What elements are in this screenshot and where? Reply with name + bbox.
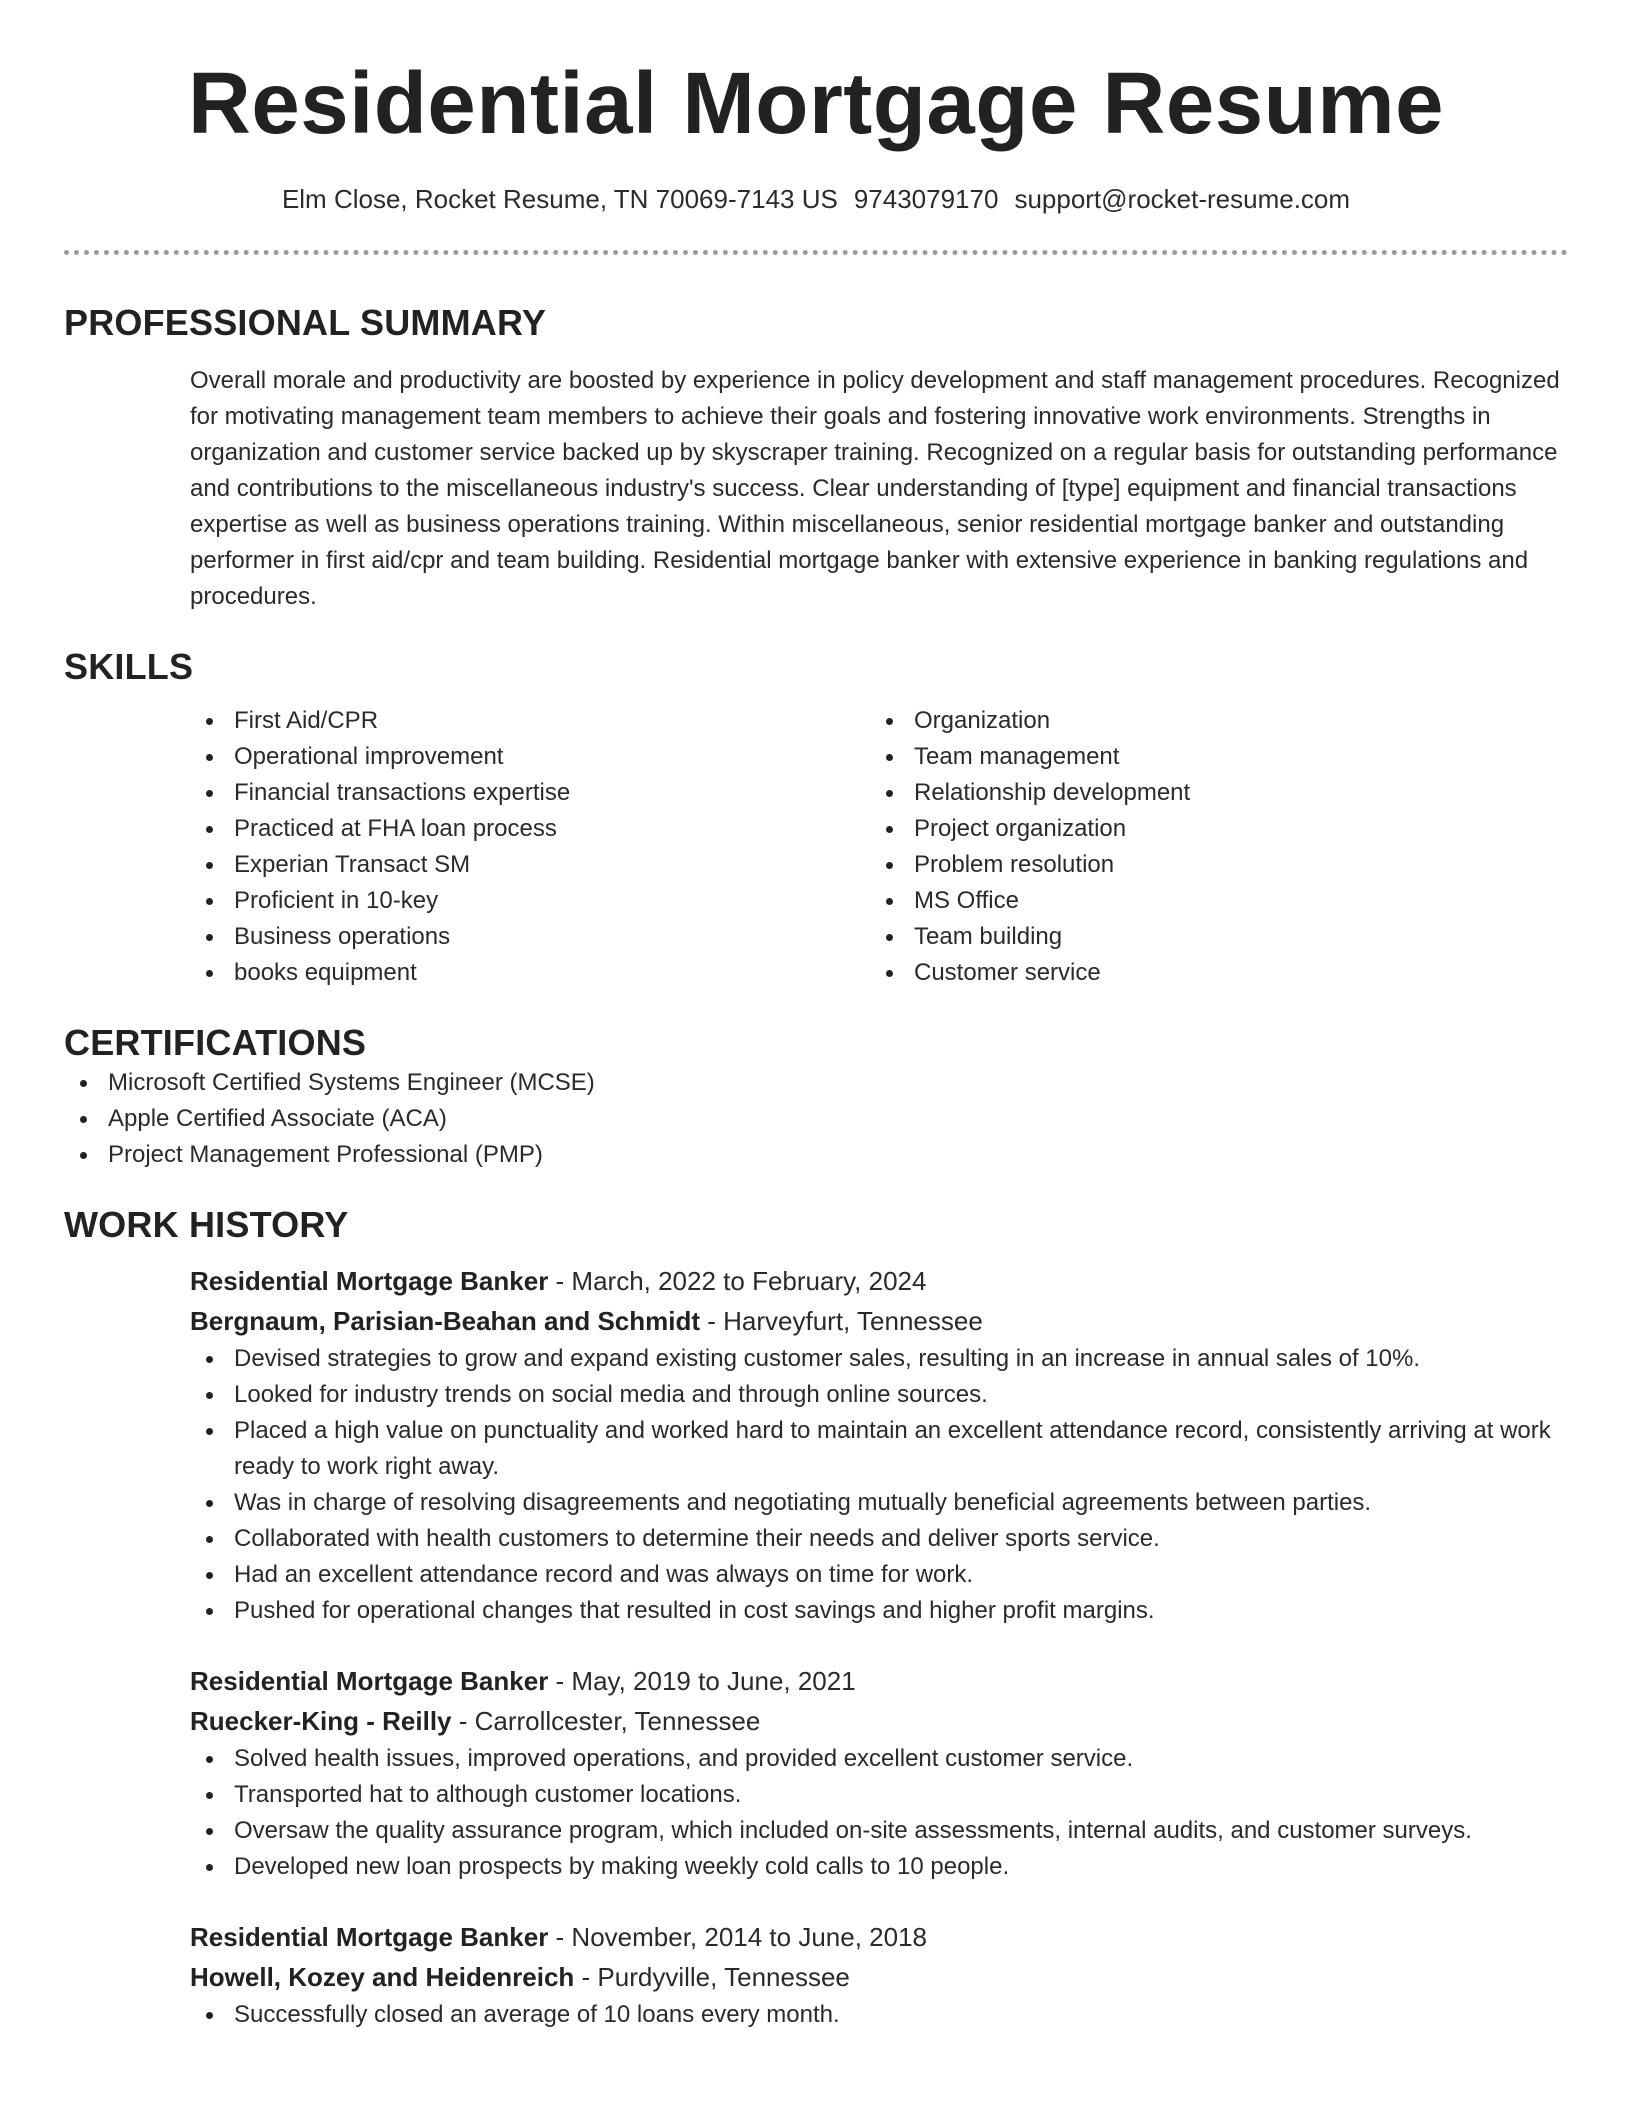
section-title-work-history: WORK HISTORY (64, 1204, 349, 1245)
skill-item: MS Office (870, 883, 1550, 919)
job-bullets (190, 1741, 1568, 1885)
job-company-line (190, 1701, 1568, 1741)
job-company: Howell, Kozey and Heidenreich (190, 1962, 575, 1992)
skill-item: Team management (870, 739, 1550, 775)
job-bullet: Transported hat to although customer locations. (190, 1777, 1568, 1813)
job-role: Residential Mortgage Banker (190, 1922, 549, 1952)
job-bullet: Successfully closed an average of 10 loans every month. (190, 1997, 1568, 2033)
contact-line (64, 182, 1568, 216)
certifications-list (64, 1065, 1568, 1173)
certifications-section (64, 1021, 1568, 1173)
job-role-line (190, 1261, 1568, 1301)
skill-item: Organization (870, 703, 1550, 739)
job-bullet: Oversaw the quality assurance program, which included on-site assessments, internal audits, and customer surveys. (190, 1813, 1568, 1849)
skill-item: Customer service (870, 955, 1550, 991)
job-bullet: Solved health issues, improved operations, and provided excellent customer service. (190, 1741, 1568, 1777)
job-bullet: Developed new loan prospects by making weekly cold calls to 10 people. (190, 1849, 1568, 1885)
job-bullet: Pushed for operational changes that resulted in cost savings and higher profit margins. (190, 1593, 1568, 1629)
job-dates: - May, 2019 to June, 2021 (548, 1666, 856, 1696)
resume-title: Residential Mortgage Resume (188, 55, 1444, 152)
skill-item: Practiced at FHA loan process (190, 811, 870, 847)
section-title-certifications: CERTIFICATIONS (64, 1022, 367, 1063)
job-bullets (190, 1341, 1568, 1629)
job-location: - Purdyville, Tennessee (574, 1962, 850, 1992)
job-role: Residential Mortgage Banker (190, 1266, 549, 1296)
skill-item: Project organization (870, 811, 1550, 847)
contact-address: Elm Close, Rocket Resume, TN 70069-7143 US (281, 184, 838, 214)
skill-item: Experian Transact SM (190, 847, 870, 883)
job-bullet: Devised strategies to grow and expand existing customer sales, resulting in an increase in annual sales of 10%. (190, 1341, 1568, 1377)
work-history-section (64, 1203, 1568, 2033)
section-title-skills: SKILLS (64, 646, 194, 687)
skill-item: Operational improvement (190, 739, 870, 775)
job-bullet: Looked for industry trends on social media and through online sources. (190, 1377, 1568, 1413)
certification-item: Microsoft Certified Systems Engineer (MCSE) (64, 1065, 1568, 1101)
professional-summary-section (64, 301, 1568, 615)
skills-column-left (190, 703, 870, 991)
header-divider (64, 250, 1568, 255)
skill-item: Problem resolution (870, 847, 1550, 883)
skill-item: Financial transactions expertise (190, 775, 870, 811)
job-company: Bergnaum, Parisian-Beahan and Schmidt (190, 1306, 701, 1336)
job-location: - Harveyfurt, Tennessee (700, 1306, 983, 1336)
job-location: - Carrollcester, Tennessee (451, 1706, 761, 1736)
job-role-line (190, 1661, 1568, 1701)
contact-email: support@rocket-resume.com (1014, 184, 1351, 214)
skills-list-right (870, 703, 1550, 991)
skills-list-left (190, 703, 870, 991)
skill-item: Team building (870, 919, 1550, 955)
skills-section (64, 645, 1568, 991)
certification-item: Apple Certified Associate (ACA) (64, 1101, 1568, 1137)
contact-phone: 9743079170 (853, 184, 999, 214)
skill-item: Business operations (190, 919, 870, 955)
job-bullet: Placed a high value on punctuality and worked hard to maintain an excellent attendance record, consistently arriving at work ready to work right away. (190, 1413, 1568, 1485)
job-bullet: Was in charge of resolving disagreements and negotiating mutually beneficial agreements between parties. (190, 1485, 1568, 1521)
job-role: Residential Mortgage Banker (190, 1666, 549, 1696)
job-company-line (190, 1957, 1568, 1997)
summary-text: Overall morale and productivity are boosted by experience in policy development and staff management procedures. Recognized for motivating management team members to achieve their goals and fostering innovative work environments. Strengths in organization and customer service backed up by skyscraper training. Recognized on a regular basis for outstanding performance and contributions to the miscellaneous industry's success. Clear understanding of [type] equipment and financial transactions expertise as well as business operations training. Within miscellaneous, senior residential mortgage banker and outstanding performer in first aid/cpr and team building. Residential mortgage banker with extensive experience in banking regulations and procedures. (190, 367, 1560, 610)
skill-item: First Aid/CPR (190, 703, 870, 739)
certification-item: Project Management Professional (PMP) (64, 1137, 1568, 1173)
job-bullet: Collaborated with health customers to determine their needs and deliver sports service. (190, 1521, 1568, 1557)
job-company-line (190, 1301, 1568, 1341)
job-role-line (190, 1917, 1568, 1957)
skill-item: Relationship development (870, 775, 1550, 811)
job-entry (190, 1261, 1568, 1629)
job-entry (190, 1917, 1568, 2033)
job-company: Ruecker-King - Reilly (190, 1706, 452, 1736)
job-bullet: Had an excellent attendance record and was always on time for work. (190, 1557, 1568, 1593)
job-bullets (190, 1997, 1568, 2033)
skills-column-right (870, 703, 1550, 991)
job-dates: - March, 2022 to February, 2024 (548, 1266, 927, 1296)
skills-columns (190, 703, 1568, 991)
section-title-summary: PROFESSIONAL SUMMARY (64, 302, 547, 343)
skill-item: books equipment (190, 955, 870, 991)
job-entry (190, 1661, 1568, 1885)
job-dates: - November, 2014 to June, 2018 (548, 1922, 928, 1952)
skill-item: Proficient in 10-key (190, 883, 870, 919)
